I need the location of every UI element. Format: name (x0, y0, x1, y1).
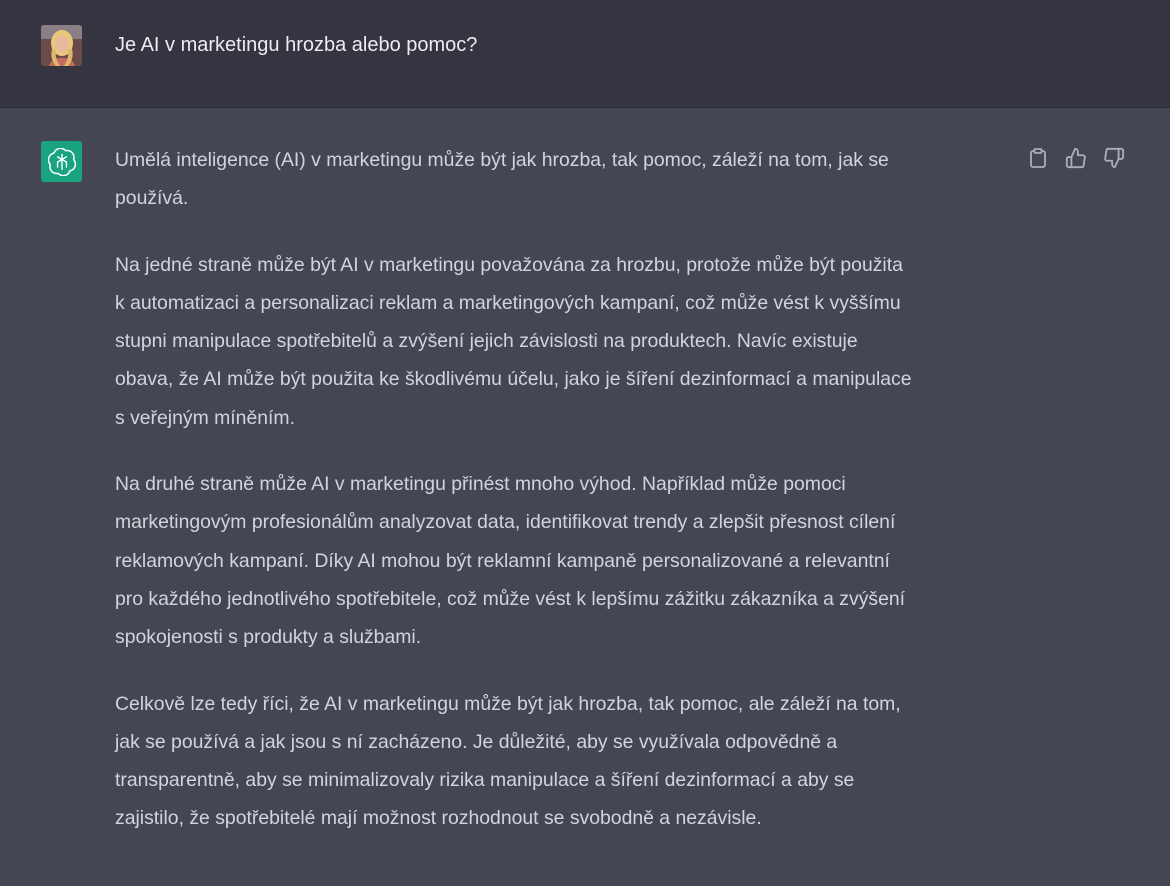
thumbs-down-icon (1103, 147, 1125, 169)
text-line: reklamových kampaní. Díky AI mohou být reklamní kampaně personalizované a relevantní (115, 549, 890, 572)
thumbs-up-button[interactable] (1064, 146, 1087, 169)
user-message-row (0, 0, 1170, 108)
assistant-message-text (115, 141, 1015, 866)
user-message-text: Je AI v marketingu hrozba alebo pomoc? (115, 34, 478, 56)
text-line: k automatizaci a personalizaci reklam a marketingových kampaní, což může vést k vyššímu (115, 291, 901, 314)
user-avatar-photo (41, 25, 82, 66)
text-line: zajistilo, že spotřebitelé mají možnost rozhodnout se svobodně a nezávisle. (115, 807, 762, 830)
text-line: jak se používá a jak jsou s ní zacházeno. Je důležité, aby se využívala odpovědně a (115, 730, 838, 753)
text-line: s veřejným míněním. (115, 406, 295, 429)
text-line: stupni manipulace spotřebitelů a zvýšení jejich závislosti na produktech. Navíc existuje (115, 330, 858, 353)
thumbs-up-icon (1065, 147, 1087, 169)
text-line: používá. (115, 187, 189, 210)
text-line: Umělá inteligence (AI) v marketingu může být jak hrozba, tak pomoc, záleží na tom, jak se (115, 149, 889, 171)
text-line: marketingovým profesionálům analyzovat data, identifikovat trendy a zlepšit přesnost cílení (115, 511, 896, 534)
text-line: Celkově lze tedy říci, že AI v marketingu může být jak hrozba, tak pomoc, ale záleží na tom, (115, 692, 901, 715)
text-line: obava, že AI může být použita ke škodlivému účelu, jako je šíření dezinformací a manipulace (115, 368, 912, 391)
copy-button[interactable] (1026, 146, 1049, 169)
paragraph-4 (115, 685, 1015, 838)
copy-icon (1029, 148, 1047, 168)
message-actions (1026, 146, 1125, 169)
thumbs-down-button[interactable] (1102, 146, 1125, 169)
text-line: Na jedné straně může být AI v marketingu považována za hrozbu, protože může být použita (115, 253, 903, 276)
paragraph-3 (115, 465, 1015, 656)
assistant-message-row (0, 108, 1170, 886)
openai-logo-icon (48, 148, 76, 176)
assistant-avatar (41, 141, 82, 182)
text-line: spokojenosti s produkty a službami. (115, 626, 422, 649)
user-avatar (41, 25, 82, 66)
paragraph-2 (115, 246, 1015, 437)
text-line: pro každého jednotlivého spotřebitele, což může vést k lepšímu zážitku zákazníka a zvýšení (115, 587, 906, 610)
paragraph-1 (115, 141, 1015, 218)
text-line: Na druhé straně může AI v marketingu přinést mnoho výhod. Například může pomoci (115, 473, 846, 496)
text-line: transparentně, aby se minimalizovaly rizika manipulace a šíření dezinformací a aby se (115, 769, 855, 792)
